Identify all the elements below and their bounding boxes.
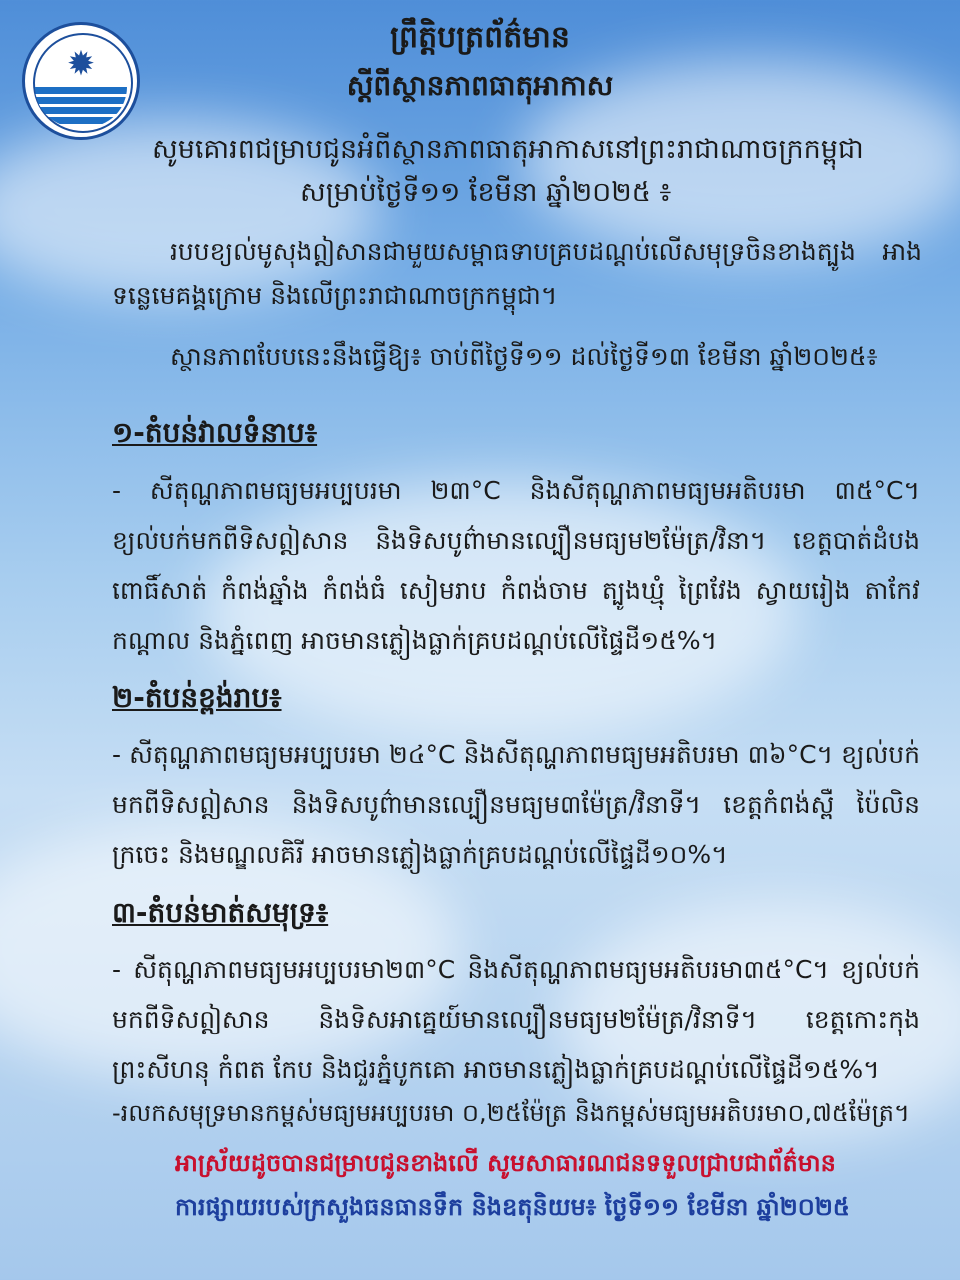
footer-source: ការផ្សាយរបស់ក្រសួងធនធានទឹក និងឧតុនិយម៖ ថ្ងៃទី១១ ខែមីនា ឆ្នាំ២០២៥ bbox=[175, 1193, 850, 1221]
section-text-coastal: - សីតុណ្ហភាពមធ្យមអប្បបរមា២៣°C និងសីតុណ្ហភាពមធ្យមអតិបរមា៣៥°C។ ខ្យល់បក់មកពីទិសឦសាន និងទិសអាគ្នេយ៍មានល្បឿនមធ្យម២ម៉ែត្រ/វិនាទី។ ខេត្តកោះកុង ព្រះសីហនុ កំពត កែប និងជួរភ្នំបូកគោ អាចមានភ្លៀងធ្លាក់គ្របដណ្តប់លើផ្ទៃដី១៥%។ bbox=[112, 955, 920, 1084]
intro-paragraph-2: ស្ថានភាពបែបនេះនឹងធ្វើឱ្យ៖ ចាប់ពីថ្ងៃទី១១ ដល់ថ្ងៃទី១៣ ខែមីនា ឆ្នាំ២០២៥៖ bbox=[170, 342, 878, 371]
section-heading-plateau: ២-តំបន់ខ្ពង់រាប៖ bbox=[112, 681, 282, 714]
footer-notice: អាស្រ័យដូចបានជម្រាបជូនខាងលើ សូមសាធារណជនទទួលជ្រាបជាព័ត៌មាន bbox=[175, 1149, 836, 1177]
ministry-emblem-icon: ✹ bbox=[22, 22, 140, 140]
intro-line-2: សម្រាប់ថ្ងៃទី១១ ខែមីនា ឆ្នាំ២០២៥ ៖ bbox=[300, 177, 672, 208]
section-text-plateau: - សីតុណ្ហភាពមធ្យមអប្បបរមា ២៤°C និងសីតុណ្ហភាពមធ្យមអតិបរមា ៣៦°C។ ខ្យល់បក់មកពីទិសឦសាន និងទិសបូព៌ាមានល្បឿនមធ្យម៣ម៉ែត្រ/វិនាទី។ ខេត្តកំពង់ស្ពឺ ប៉ៃលិន ក្រចេះ និងមណ្ឌលគិរី អាចមានភ្លៀងធ្លាក់គ្របដណ្តប់លើផ្ទៃដី១០%។ bbox=[112, 740, 920, 869]
page-subtitle: ស្តីពីស្ថានភាពធាតុអាកាស bbox=[346, 69, 614, 102]
page-title: ព្រឹត្តិបត្រព័ត៌មាន bbox=[390, 20, 570, 55]
section-text-waves: -រលកសមុទ្រមានកម្ពស់មធ្យមអប្បបរមា ០,២៥ម៉ែត្រ និងកម្ពស់មធ្យមអតិបរមា០,៧៥ម៉ែត្រ។ bbox=[112, 1099, 910, 1127]
section-heading-lowland: ១-តំបន់វាលទំនាប៖ bbox=[112, 416, 318, 449]
intro-line-1: សូមគោរពជម្រាបជូនអំពីស្ថានភាពធាតុអាកាសនៅព្រះរាជាណាចក្រកម្ពុជា bbox=[152, 134, 864, 165]
intro-paragraph-1: របបខ្យល់មូសុងឦសានជាមួយសម្ពាធទាបគ្របដណ្តប់លើសមុទ្រចិនខាងត្បូង អាងទន្លេមេគង្គក្រោម និងលើព្រះរាជាណាចក្រកម្ពុជា។ bbox=[112, 237, 922, 310]
section-text-lowland: - សីតុណ្ហភាពមធ្យមអប្បបរមា ២៣°C និងសីតុណ្ហភាពមធ្យមអតិបរមា ៣៥°C។ ខ្យល់បក់មកពីទិសឦសាន និងទិសបូព៌ាមានល្បឿនមធ្យម២ម៉ែត្រ/វិនា។ ខេត្តបាត់ដំបង ពោធិ៍សាត់ កំពង់ឆ្នាំង កំពង់ធំ សៀមរាប កំពង់ចាម ត្បូងឃ្មុំ ព្រៃវែង ស្វាយរៀង តាកែវ កណ្តាល និងភ្នំពេញ អាចមានភ្លៀងធ្លាក់គ្របដណ្តប់លើផ្ទៃដី១៥%។ bbox=[112, 476, 920, 655]
section-heading-coastal: ៣-តំបន់មាត់សមុទ្រ៖ bbox=[112, 896, 329, 929]
